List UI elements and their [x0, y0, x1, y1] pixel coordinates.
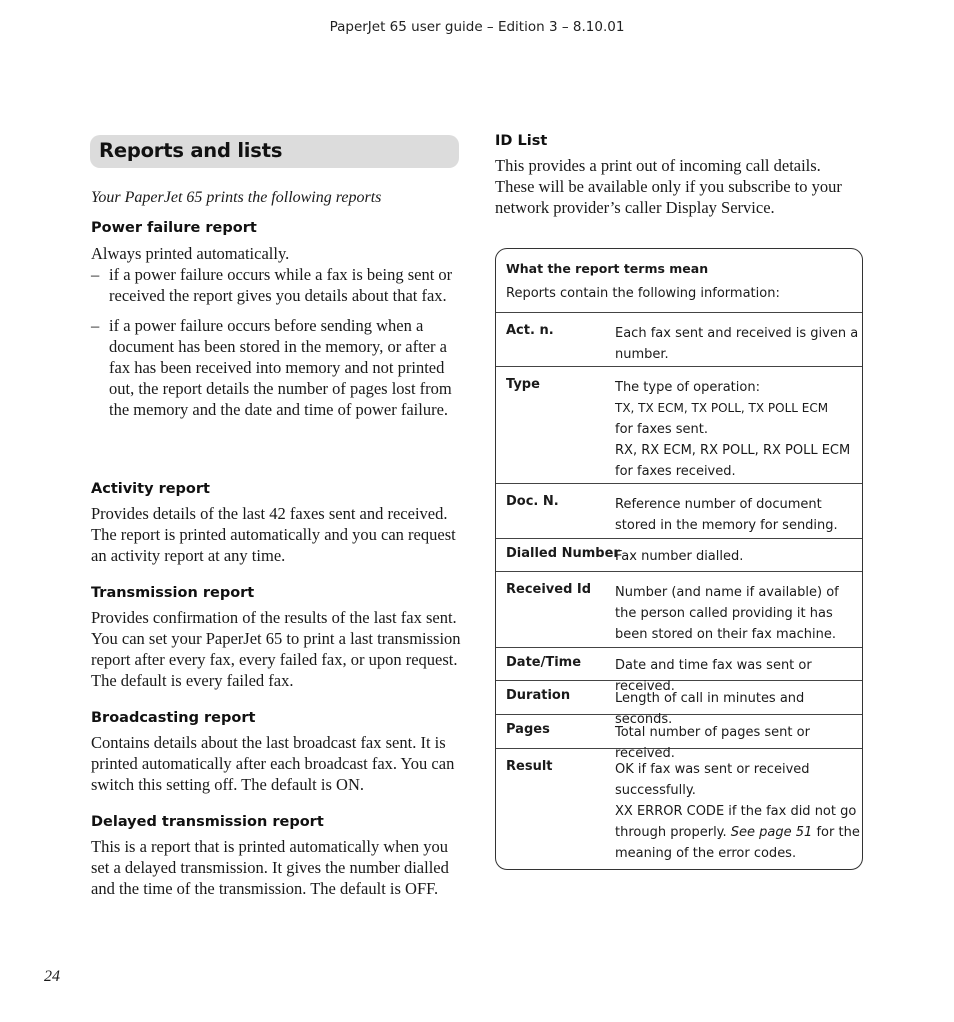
term-label: Pages — [506, 722, 550, 737]
table-row — [496, 484, 862, 539]
terms-table-title: What the report terms mean — [506, 261, 709, 276]
delayed-heading: Delayed transmission report — [91, 814, 324, 830]
power-failure-section — [91, 220, 463, 420]
broadcasting-heading: Broadcasting report — [91, 710, 256, 726]
list-item: – if a power failure occurs before sending when a document has been stored in the memory, or after a fax has been received into memory and not printed out, the report details the number of pages lost from the memory and the date and time of power failure. — [91, 316, 452, 419]
id-list-text: This provides a print out of incoming call details. These will be available only if you subscribe to your network provider’s caller Display Service. — [495, 156, 842, 217]
delayed-text: This is a report that is printed automatically when you set a delayed transmission. It gives the number dialled and the time of the transmission. The default is OFF. — [91, 837, 449, 898]
list-item: – if a power failure occurs while a fax is being sent or received the report gives you details about that fax. — [91, 265, 453, 305]
term-label: Received Id — [506, 582, 592, 597]
transmission-text: Provides confirmation of the results of the last fax sent. You can set your PaperJet 65 to print a last transmission report after every fax, every failed fax, or upon request. The default is every failed fax. — [91, 608, 461, 690]
term-definition: Total number of pages sent or received. — [615, 725, 810, 761]
term-definition: The type of operation: TX, TX ECM, TX POLL, TX POLL ECM for faxes sent. RX, RX ECM, RX POLL, RX POLL ECM for faxes received. — [615, 380, 851, 479]
term-definition: Each fax sent and received is given a number. — [615, 326, 859, 362]
section-title-bar — [90, 135, 459, 168]
table-row — [496, 572, 862, 648]
broadcasting-section — [91, 710, 463, 795]
term-definition: OK if fax was sent or received successfully. XX ERROR CODE if the fax did not go through properly. See page 51 for the meaning of the error codes. — [615, 762, 860, 861]
power-failure-lead: Always printed automatically. — [91, 244, 290, 263]
activity-section — [91, 481, 463, 566]
term-label: Duration — [506, 688, 571, 703]
activity-heading: Activity report — [91, 481, 210, 497]
table-row — [496, 749, 862, 869]
page-number: 24 — [44, 968, 60, 985]
intro-text: Your PaperJet 65 prints the following reports — [91, 189, 382, 206]
terms-table-subtitle: Reports contain the following information: — [506, 286, 780, 301]
term-label: Type — [506, 377, 540, 392]
page-reference-link: See page 51 — [730, 825, 813, 840]
page-title: Reports and lists — [99, 139, 283, 162]
power-failure-heading: Power failure report — [91, 220, 257, 236]
term-definition: Length of call in minutes and seconds. — [615, 691, 805, 727]
term-label: Doc. N. — [506, 494, 559, 509]
right-column — [495, 133, 865, 218]
term-definition: Date and time fax was sent or received. — [615, 658, 812, 694]
running-header: PaperJet 65 user guide – Edition 3 – 8.10.01 — [329, 19, 625, 35]
table-row — [496, 648, 862, 694]
term-definition: Fax number dialled. — [615, 549, 744, 564]
term-definition: Number (and name if available) of the person called providing it has been stored on their fax machine. — [615, 585, 839, 642]
table-row — [496, 681, 862, 727]
transmission-heading: Transmission report — [91, 585, 255, 601]
activity-text: Provides details of the last 42 faxes sent and received. The report is printed automatically and you can request an activity report at any time. — [91, 504, 456, 565]
table-row — [496, 313, 862, 367]
transmission-section — [91, 585, 463, 691]
broadcasting-text: Contains details about the last broadcast fax sent. It is printed automatically after each broadcast fax. You can switch this setting off. The default is ON. — [91, 733, 455, 794]
delayed-section — [91, 814, 463, 899]
term-label: Dialled Number — [506, 546, 620, 561]
term-label: Result — [506, 759, 553, 774]
terms-table — [495, 248, 863, 870]
term-label: Date/Time — [506, 655, 582, 670]
term-definition: Reference number of document stored in the memory for sending. — [615, 497, 838, 533]
term-label: Act. n. — [506, 323, 554, 338]
table-row — [496, 715, 862, 761]
terms-table-header — [496, 249, 862, 313]
table-row — [496, 539, 862, 572]
id-list-heading: ID List — [495, 133, 548, 149]
table-row — [496, 367, 862, 484]
